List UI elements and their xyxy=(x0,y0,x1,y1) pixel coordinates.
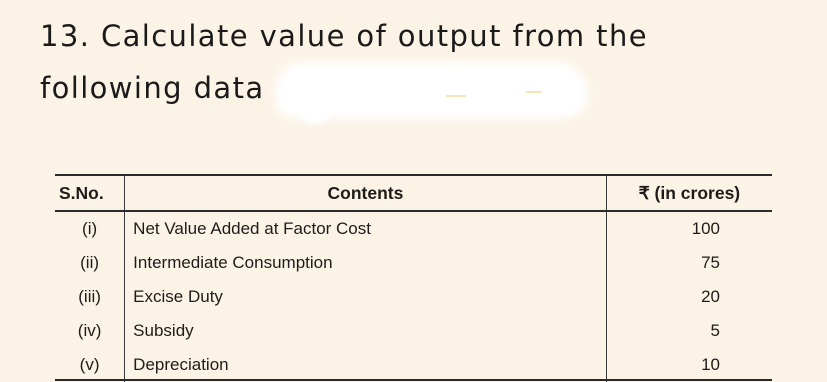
row-contents: Excise Duty xyxy=(125,280,607,314)
table-bottom-rule xyxy=(55,379,772,381)
row-amount: 5 xyxy=(710,321,720,340)
whiteout-drip xyxy=(300,96,330,120)
row-amount: 100 xyxy=(691,219,720,238)
row-amount: 10 xyxy=(701,355,720,374)
row-contents: Net Value Added at Factor Cost xyxy=(125,211,607,246)
table-header-row xyxy=(55,175,772,211)
row-sno: (iii) xyxy=(55,280,125,314)
highlight-mark xyxy=(526,91,542,93)
question-line-2: following data xyxy=(40,71,265,105)
table-row xyxy=(55,314,772,348)
table-row xyxy=(55,246,772,280)
row-contents: Intermediate Consumption xyxy=(125,246,607,280)
row-contents: Subsidy xyxy=(125,314,607,348)
header-amount: ₹ (in crores) xyxy=(606,175,772,211)
table-row xyxy=(55,211,772,246)
row-amount: 75 xyxy=(701,253,720,272)
data-table xyxy=(55,174,772,382)
table-row xyxy=(55,348,772,382)
header-contents: Contents xyxy=(125,175,607,211)
row-sno: (iv) xyxy=(55,314,125,348)
table-row xyxy=(55,280,772,314)
highlight-mark xyxy=(446,95,466,97)
question-line-1: 13. Calculate value of output from the xyxy=(40,19,648,53)
row-amount: 20 xyxy=(701,287,720,306)
row-sno: (ii) xyxy=(55,246,125,280)
header-sno: S.No. xyxy=(55,175,125,211)
row-contents: Depreciation xyxy=(125,348,607,382)
row-sno: (v) xyxy=(55,348,125,382)
row-sno: (i) xyxy=(55,211,125,246)
